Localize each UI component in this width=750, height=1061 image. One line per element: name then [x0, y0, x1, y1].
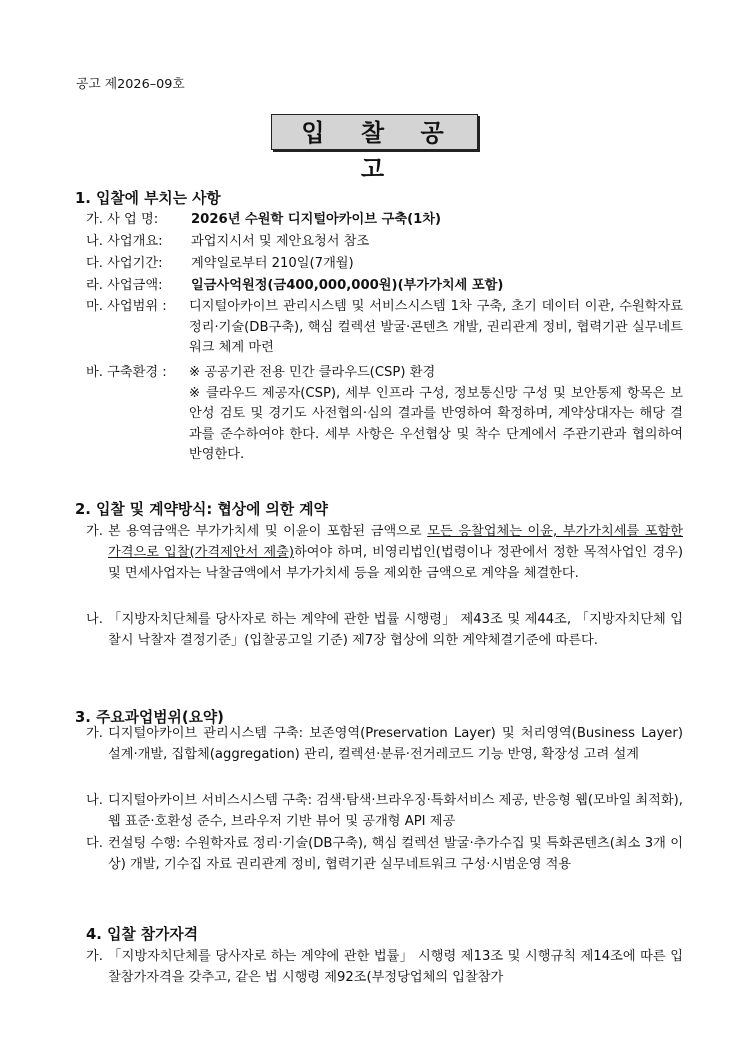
s3-item-marker: 가. — [86, 726, 103, 741]
s1-item-project-name — [86, 210, 683, 231]
s1-item-scope — [86, 297, 683, 359]
s3-item-a — [86, 723, 683, 765]
s1-item-label: 가. 사 업 명: — [86, 212, 159, 227]
s1-item-label: 나. 사업개요: — [86, 234, 163, 249]
s3-item-marker: 나. — [86, 793, 103, 808]
s1-item-label: 라. 사업금액: — [86, 278, 163, 293]
s1-item-amount — [86, 276, 683, 297]
s2-item-text: 본 용역금액은 부가가치세 및 이윤이 포함된 금액으로 — [108, 524, 428, 539]
s2-item-text: 「지방자치단체를 당사자로 하는 계약에 관한 법률 시행령」 제43조 및 제44조, 「지방자치단체 입찰시 낙찰자 결정기준」(입찰공고일 기준) 제7장 협상에 의한 계약체결기준에 따른다. — [108, 612, 683, 649]
section-3-title: 3. 주요과업범위(요약) — [75, 709, 224, 726]
s2-item-a — [86, 521, 683, 585]
s1-item-text: 일금사억원정(금400,000,000원)(부가가치세 포함) — [191, 278, 504, 293]
s1-item-label: 다. 사업기간: — [86, 256, 163, 271]
s1-item-text: 디지털아카이브 관리시스템 및 서비스시스템 1차 구축, 초기 데이터 이관, 수원학자료 정리·기술(DB구축), 핵심 컬렉션 발굴·콘텐츠 개발, 권리관계 정비, 협력기관 실무네트워크 체계 마련 — [189, 299, 683, 355]
section-1-title: 1. 입찰에 부치는 사항 — [75, 190, 221, 207]
s3-item-text: 디지털아카이브 서비스시스템 구축: 검색·탐색·브라우징·특화서비스 제공, 반응형 웹(모바일 최적화), 웹 표준·호환성 준수, 브라우저 기반 뷰어 및 공개형 API 제공 — [108, 793, 683, 830]
s3-item-c — [86, 833, 683, 875]
s1-item-text: 계약일로부터 210일(7개월) — [191, 256, 354, 271]
s3-item-marker: 다. — [86, 836, 103, 851]
s3-item-text: 디지털아카이브 관리시스템 구축: 보존영역(Preservation Layer) 및 처리영역(Business Layer) 설계·개발, 집합체(aggregation) 관리, 컬렉션·분류·전거레코드 기능 반영, 확장성 고려 설계 — [108, 726, 683, 763]
s4-item-text: 「지방자치단체를 당사자로 하는 계약에 관한 법률」 시행령 제13조 및 시행규칙 제14조에 따른 입찰참가자격을 갖추고, 같은 법 시행령 제92조(부정당업체의 입찰참가 — [108, 949, 683, 986]
s1-item-overview — [86, 232, 683, 253]
notice-number: 공고 제2026–09호 — [76, 77, 185, 92]
s1-item-environment — [86, 363, 683, 466]
s4-item-marker: 가. — [86, 949, 103, 964]
section-2-title: 2. 입찰 및 계약방식: 협상에 의한 계약 — [75, 501, 328, 518]
s2-item-marker: 나. — [86, 612, 103, 627]
s2-item-text-rest: 하여야 하며, 비영리법인(법령이나 정관에서 정한 목적사업인 경우) 및 면세사업자는 낙찰금액에서 부가가치세 등을 제외한 금액으로 계약을 체결한다. — [108, 545, 683, 582]
s4-item-a — [86, 946, 683, 988]
s1-item-label: 바. 구축환경 : — [86, 365, 167, 380]
s2-item-b — [86, 609, 683, 651]
s1-item-label: 마. 사업범위 : — [86, 299, 167, 314]
s2-item-underlined: 모든 응찰업체는 이윤, 부가가치세를 포함한 가격으로 입찰(가격제안서 제출) — [108, 524, 683, 561]
s3-item-b — [86, 790, 683, 832]
s1-item-text-note: ※ 클라우드 제공자(CSP), 세부 인프라 구성, 정보통신망 구성 및 보안통제 항목은 보안성 검토 및 경기도 사전협의·심의 결과를 반영하여 확정하며, 계약상대자는 해당 결과를 준수하여야 한다. 세부 사항은 우선협상 및 착수 단계에서 주관기관과 협의하여 반영한다. — [189, 385, 683, 462]
s3-item-text: 컨설팅 수행: 수원학자료 정리·기술(DB구축), 핵심 컬렉션 발굴·추가수집 및 특화콘텐츠(최소 3개 이상) 개발, 기수집 자료 권리관계 정비, 협력기관 실무네트워크 구성·시범운영 적용 — [108, 836, 683, 873]
s1-item-text: 2026년 수원학 디지털아카이브 구축(1차) — [191, 212, 442, 227]
s1-item-text: 과업지시서 및 제안요청서 참조 — [191, 234, 370, 249]
s1-item-text: ※ 공공기관 전용 민간 클라우드(CSP) 환경 — [189, 365, 436, 380]
section-4-title: 4. 입찰 참가자격 — [86, 926, 198, 943]
s1-item-period — [86, 254, 683, 275]
document-title: 입 찰 공 고 — [271, 114, 478, 150]
s2-item-marker: 가. — [86, 524, 103, 539]
